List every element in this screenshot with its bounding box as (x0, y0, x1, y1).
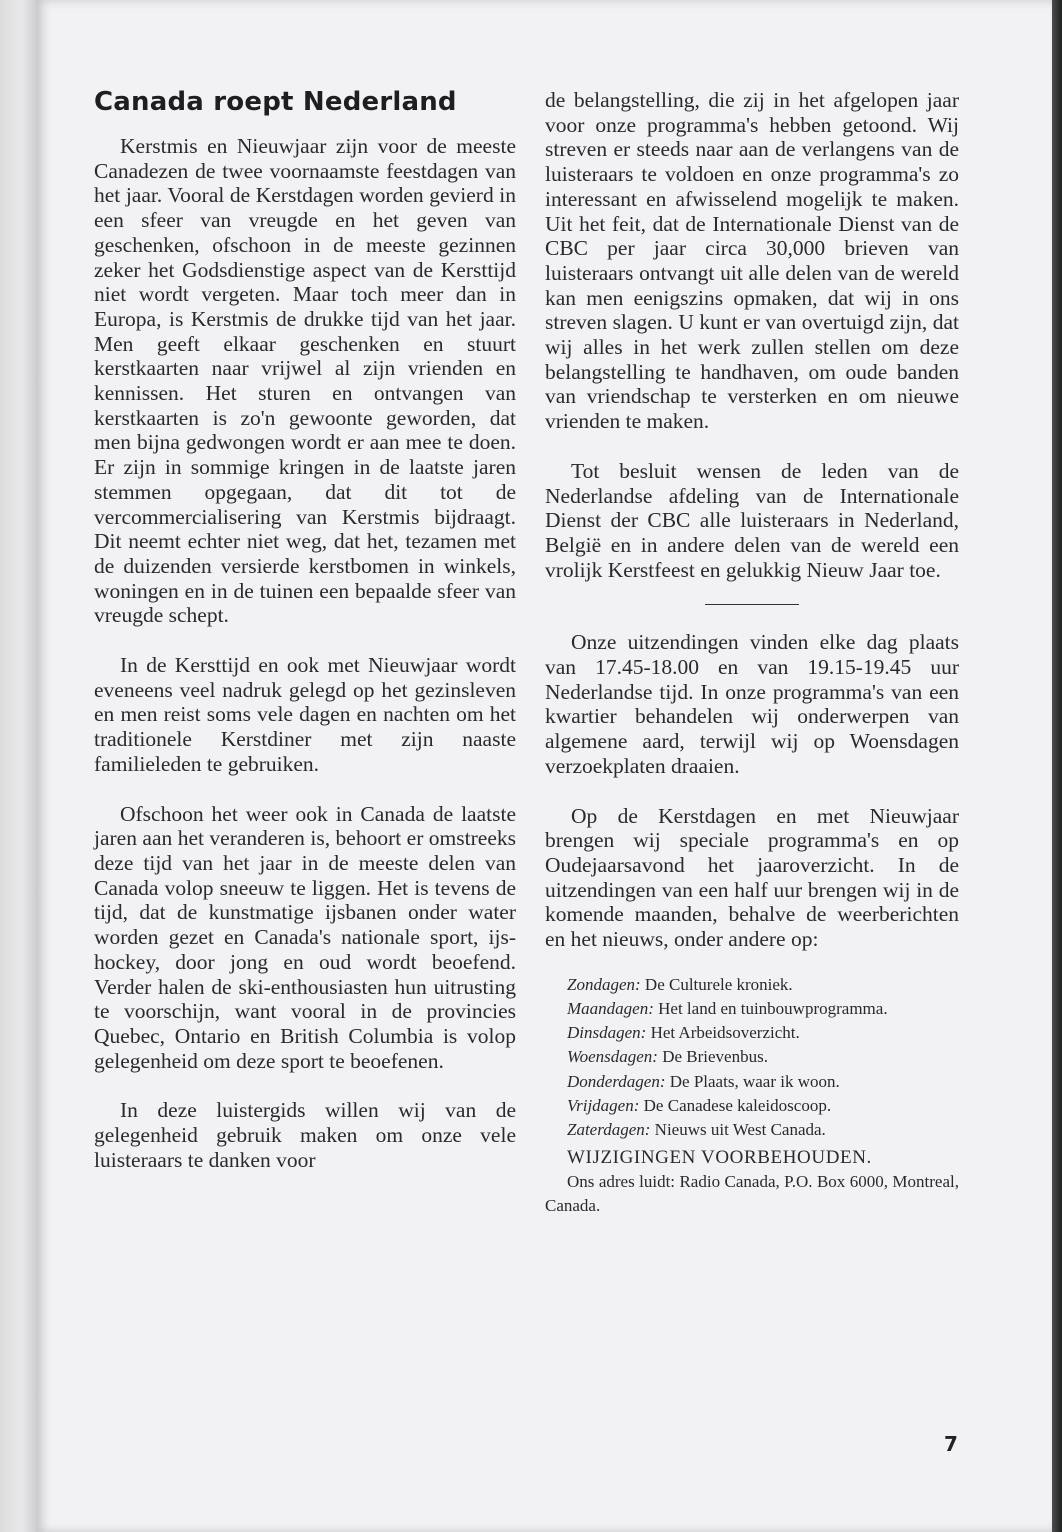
paragraph-christmas: Kerstmis en Nieuwjaar zijn voor de meeste Canadezen de twee voornaamste feestdagen van het jaar. Vooral de Kerstdagen worden gevierd in een sfeer van vreugde en het geven van geschenken, ofschoon in de meeste gezinnen zeker het Godsdienstige aspect van de Kersttijd niet wordt vergeten. Maar toch meer dan in Europa, is Kerstmis de drukke tijd van het jaar. Men geeft elkaar geschenken en stuurt kerstkaarten naar vrijwel al zijn vrienden en kennissen. Het sturen en ontvangen van kerstkaarten is zo'n gewoonte geworden, dat men bijna gedwongen wordt er aan mee te doen. Er zijn in sommige kringen in de laatste jaren stemmen opgegaan, dat dit tot de vercommercialisering van Kerstmis bijdraagt. Dit neemt echter niet weg, dat het, tezamen met de duizenden versierde kerstbomen in winkels, woningen en in de tuinen een bepaalde sfeer van vreugde schept. (94, 134, 516, 628)
left-column (94, 134, 516, 1172)
changes-reserved-notice: WIJZIGINGEN VOORBEHOUDEN. (567, 1147, 872, 1169)
paragraph-programs: Op de Kerstdagen en met Nieuwjaar brengen wij speciale programma's en op Oudejaarsavond het jaaroverzicht. In de uitzendingen van een half uur brengen wij in de komende maanden, behalve de weerberichten en het nieuws, onder andere op: (545, 803, 959, 952)
page-number: 7 (944, 1432, 958, 1456)
paragraph-greetings: Tot besluit wensen de leden van de Nederlandse afdeling van de Internationale Dienst der CBC alle luisteraars in Nederland, België en in andere delen van de wereld een vrolijk Kerstfeest en gelukkig Nieuw Jaar toe. (545, 458, 959, 582)
schedule-row: Zondagen: De Culturele kroniek. (567, 974, 793, 994)
paragraph-thanks: In deze luistergids willen wij van de gelegenheid gebruik maken om onze vele luisteraars te danken voor (94, 1098, 516, 1172)
schedule-row: Maandagen: Het land en tuinbouwprogramma. (567, 999, 888, 1018)
article-title: Canada roept Nederland (94, 87, 457, 117)
schedule-row: Zaterdagen: Nieuws uit West Canada. (567, 1120, 826, 1140)
notice-block (545, 1146, 959, 1218)
schedule-row: Woensdagen: De Brievenbus. (567, 1047, 768, 1067)
schedule-row: Vrijdagen: De Canadese kaleidoscoop. (567, 1095, 832, 1115)
paragraph-broadcast-times: Onze uitzendingen vinden elke dag plaats van 17.45-18.00 en van 19.15-19.45 uur Nederlandse tijd. In onze programma's van een kwartier behandelen wij onderwerpen van algemene aard, terwijl wij op Woensdagen verzoekplaten draaien. (545, 630, 959, 778)
paragraph-winter: Ofschoon het weer ook in Canada de laatste jaren aan het veranderen is, behoort er omstreeks deze tijd van het jaar in de meeste delen van Canada volop sneeuw te liggen. Het is tevens de tijd, dat de kunstmatige ijsbanen onder water worden gezet en Canada's nationale sport, ijs-hockey, door jong en oud wordt beoefend. Verder halen de ski-enthousiasten hun uitrusting te voorschijn, want vooral in de provincies Quebec, Ontario en British Columbia is volop gelegenheid om deze sport te beoefenen. (94, 801, 516, 1073)
page-edge (1052, 0, 1062, 1532)
mailing-address: Ons adres luidt: Radio Canada, P.O. Box 6000, Montreal, Canada. (545, 1172, 959, 1216)
right-column (545, 88, 959, 1218)
program-schedule (545, 973, 959, 1142)
schedule-row: Dinsdagen: Het Arbeidsoverzicht. (567, 1023, 800, 1043)
schedule-row: Donderdagen: De Plaats, waar ik woon. (567, 1071, 840, 1091)
paragraph-interest: de belangstelling, die zij in het afgelopen jaar voor onze programma's hebben getoond. Wij streven er steeds naar aan de verlangens van de luisteraars te voldoen en onze programma's zo interessant en afwisselend mogelijk te maken. Uit het feit, dat de Internationale Dienst van de CBC per jaar circa 30,000 brieven van luisteraars ontvangt uit alle delen van de wereld kan men eenigszins opmaken, dat wij in ons streven slagen. U kunt er van overtuigd zijn, dat wij alles in het werk zullen stellen om deze belangstelling te handhaven, om oude banden van vriendschap te versterken en om nieuwe vrienden te maken. (545, 88, 959, 434)
binding-gutter (0, 0, 36, 1532)
section-divider (705, 604, 799, 605)
paragraph-family: In de Kersttijd en ook met Nieuwjaar wordt eveneens veel nadruk gelegd op het gezinsleven en men reist soms vele dagen en nachten om het traditionele Kerstdiner met zijn naaste familieleden te gebruiken. (94, 653, 516, 776)
